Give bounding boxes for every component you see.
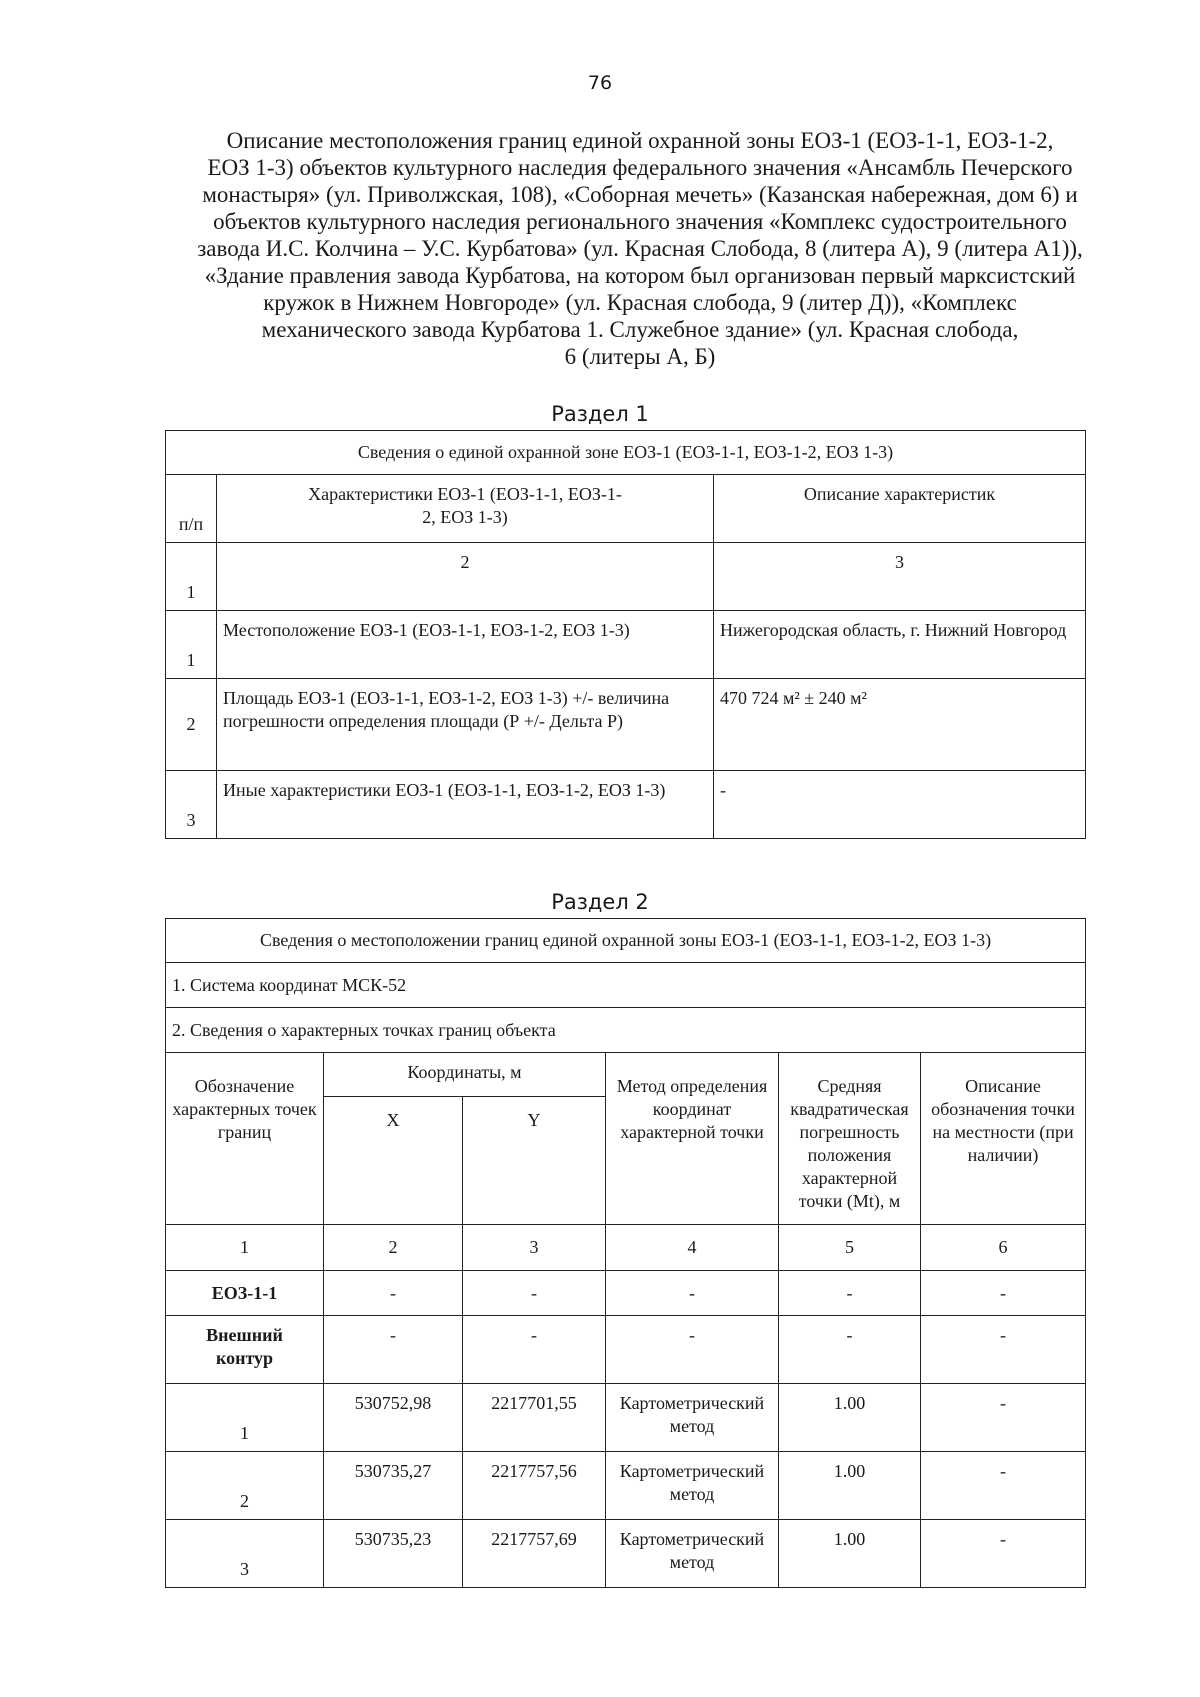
- point-num: 1: [166, 1384, 324, 1452]
- point-x: 530735,27: [324, 1452, 463, 1520]
- section2-header: Сведения о местоположении границ единой охранной зоны ЕОЗ-1 (ЕОЗ-1-1, ЕОЗ-1-2, ЕОЗ 1-3): [166, 919, 1086, 963]
- group-y: -: [463, 1316, 606, 1384]
- col-number: 6: [921, 1225, 1086, 1271]
- title-line: монастыря» (ул. Приволжская, 108), «Соборная мечеть» (Казанская набережная, дом 6) и: [202, 182, 1078, 207]
- group-error: -: [779, 1271, 921, 1316]
- point-method: [606, 1452, 779, 1520]
- group-x: -: [324, 1316, 463, 1384]
- point-x: 530735,23: [324, 1520, 463, 1588]
- point-num: 3: [166, 1520, 324, 1588]
- point-method-text: Картометрический метод: [619, 1461, 765, 1504]
- group-y: -: [463, 1271, 606, 1316]
- point-description: -: [921, 1384, 1086, 1452]
- col-header-num: п/п: [166, 475, 217, 543]
- group-error: -: [779, 1316, 921, 1384]
- group-label-text: Внешний контур: [206, 1325, 283, 1368]
- group-method: -: [606, 1316, 779, 1384]
- col-number: 1: [166, 1225, 324, 1271]
- document-title: [160, 127, 1120, 370]
- point-method-text: Картометрический метод: [619, 1529, 765, 1572]
- page-number: 76: [587, 72, 613, 94]
- row-characteristic: Местоположение ЕОЗ-1 (ЕОЗ-1-1, ЕОЗ-1-2, ЕОЗ 1-3): [217, 611, 714, 679]
- point-error: 1.00: [779, 1452, 921, 1520]
- title-line: ЕОЗ 1-3) объектов культурного наследия федерального значения «Ансамбль Печерского: [207, 155, 1073, 180]
- table-row: [166, 611, 1086, 679]
- col-header-error: Средняя квадратическая погрешность положения характерной точки (Mt), м: [779, 1053, 921, 1225]
- row-num: 1: [166, 611, 217, 679]
- title-line: кружок в Нижнем Новгороде» (ул. Красная слобода, 9 (литер Д)), «Комплекс: [263, 290, 1017, 315]
- row-description: Нижегородская область, г. Нижний Новгород: [714, 611, 1086, 679]
- row-description: 470 724 м² ± 240 м²: [714, 679, 1086, 771]
- section2-caption: Раздел 2: [551, 890, 649, 914]
- section1-caption: Раздел 1: [551, 402, 649, 426]
- col-header-x: X: [324, 1097, 463, 1225]
- group-description: -: [921, 1316, 1086, 1384]
- points-title: 2. Сведения о характерных точках границ объекта: [166, 1008, 1086, 1053]
- table-row: [166, 1452, 1086, 1520]
- section1-table: [165, 430, 1086, 839]
- col-header-coordinates: Координаты, м: [324, 1053, 606, 1097]
- group-row: [166, 1271, 1086, 1316]
- row-description: -: [714, 771, 1086, 839]
- group-description: -: [921, 1271, 1086, 1316]
- group-label: ЕОЗ-1-1: [166, 1271, 324, 1316]
- group-x: -: [324, 1271, 463, 1316]
- section1-header: Сведения о единой охранной зоне ЕОЗ-1 (ЕОЗ-1-1, ЕОЗ-1-2, ЕОЗ 1-3): [166, 431, 1086, 475]
- group-row: [166, 1316, 1086, 1384]
- col-number: 3: [714, 543, 1086, 611]
- col-number: 4: [606, 1225, 779, 1271]
- point-method: [606, 1384, 779, 1452]
- point-description: -: [921, 1520, 1086, 1588]
- title-line: Описание местоположения границ единой охранной зоны ЕОЗ-1 (ЕОЗ-1-1, ЕОЗ-1-2,: [226, 128, 1054, 153]
- group-label: [166, 1316, 324, 1384]
- point-x: 530752,98: [324, 1384, 463, 1452]
- title-line: механического завода Курбатова 1. Служебное здание» (ул. Красная слобода,: [261, 317, 1019, 342]
- col-number: 3: [463, 1225, 606, 1271]
- point-method-text: Картометрический метод: [619, 1393, 765, 1436]
- table-row: [166, 1520, 1086, 1588]
- point-method: [606, 1520, 779, 1588]
- title-line: «Здание правления завода Курбатова, на котором был организован первый марксистский: [204, 263, 1076, 288]
- coord-system: 1. Система координат МСК-52: [166, 963, 1086, 1008]
- col-header-characteristic: [217, 475, 714, 543]
- table-row: [166, 679, 1086, 771]
- group-method: -: [606, 1271, 779, 1316]
- point-description: -: [921, 1452, 1086, 1520]
- title-line: 6 (литеры А, Б): [564, 344, 716, 369]
- row-characteristic: Иные характеристики ЕОЗ-1 (ЕОЗ-1-1, ЕОЗ-1-2, ЕОЗ 1-3): [217, 771, 714, 839]
- point-y: 2217757,69: [463, 1520, 606, 1588]
- col-header-description: Описание обозначения точки на местности (при наличии): [921, 1053, 1086, 1225]
- col-header-characteristic-text: Характеристики ЕОЗ-1 (ЕОЗ-1-1, ЕОЗ-1-2, ЕОЗ 1-3): [308, 484, 622, 527]
- point-y: 2217757,56: [463, 1452, 606, 1520]
- col-header-y: Y: [463, 1097, 606, 1225]
- point-num: 2: [166, 1452, 324, 1520]
- col-number: 1: [166, 543, 217, 611]
- row-num: 2: [166, 679, 217, 771]
- col-header-method: Метод определения координат характерной точки: [606, 1053, 779, 1225]
- row-num: 3: [166, 771, 217, 839]
- row-characteristic: Площадь ЕОЗ-1 (ЕОЗ-1-1, ЕОЗ-1-2, ЕОЗ 1-3) +/- величина погрешности определения площади (Р +/- Дельта Р): [217, 679, 714, 771]
- table-row: [166, 771, 1086, 839]
- col-header-description: Описание характеристик: [714, 475, 1086, 543]
- point-error: 1.00: [779, 1384, 921, 1452]
- point-y: 2217701,55: [463, 1384, 606, 1452]
- col-number: 2: [217, 543, 714, 611]
- section2-table: [165, 918, 1086, 1588]
- title-line: завода И.С. Колчина – У.С. Курбатова» (ул. Красная Слобода, 8 (литера А), 9 (литера А1)),: [197, 236, 1083, 261]
- col-number: 2: [324, 1225, 463, 1271]
- table-row: [166, 1384, 1086, 1452]
- col-number: 5: [779, 1225, 921, 1271]
- point-error: 1.00: [779, 1520, 921, 1588]
- col-header-designation: Обозначение характерных точек границ: [166, 1053, 324, 1225]
- title-line: объектов культурного наследия регионального значения «Комплекс судостроительного: [213, 209, 1067, 234]
